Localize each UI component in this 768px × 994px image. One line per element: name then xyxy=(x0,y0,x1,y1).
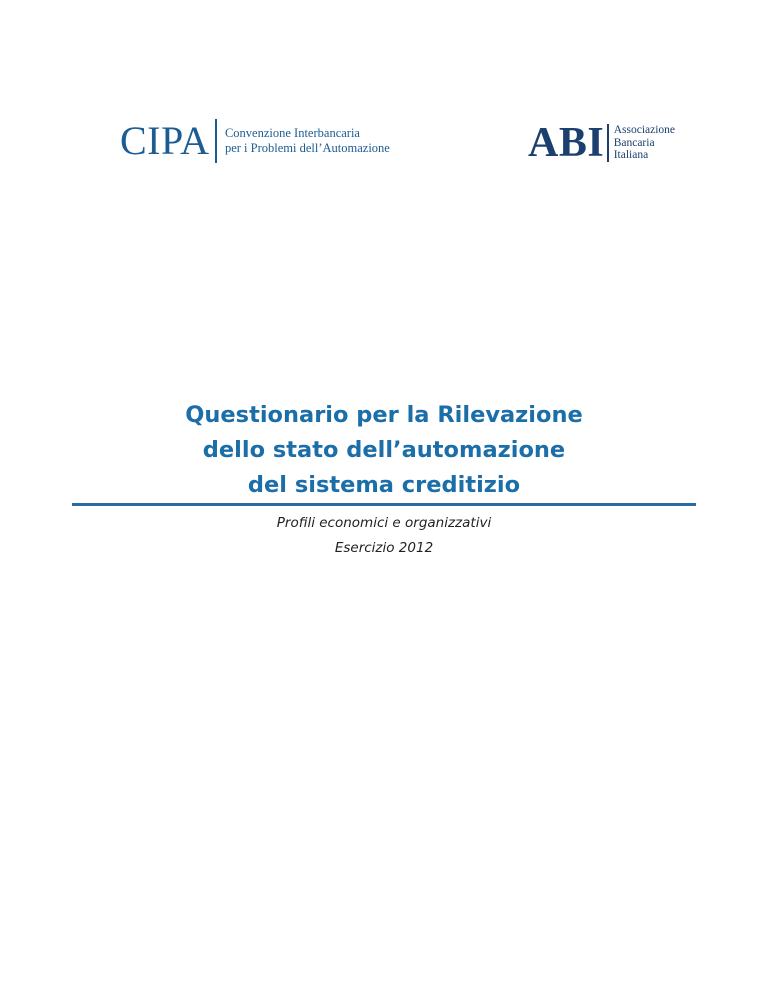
document-subtitle xyxy=(72,511,696,561)
title-line-3: del sistema creditizio xyxy=(247,472,521,498)
cipa-logo-text-line2: per i Problemi dell’Automazione xyxy=(224,141,390,155)
title-divider xyxy=(72,503,696,506)
abi-logo-text-line1: Associazione xyxy=(613,124,676,137)
title-line-1: Questionario per la Rilevazione xyxy=(185,402,583,428)
cipa-logo-mark: CIPA xyxy=(120,118,210,163)
abi-logo-text xyxy=(614,124,675,162)
abi-logo xyxy=(528,122,675,164)
abi-logo-text-line2: Bancaria xyxy=(613,136,655,149)
abi-logo-divider xyxy=(607,124,609,162)
document-title xyxy=(72,398,696,503)
title-line-2: dello stato dell’automazione xyxy=(202,437,566,463)
abi-logo-mark: ABI xyxy=(528,120,605,166)
cipa-logo-divider xyxy=(215,119,217,163)
abi-logo-text-line3: Italiana xyxy=(613,149,649,162)
cipa-logo xyxy=(120,118,390,164)
cipa-logo-text-line1: Convenzione Interbancaria xyxy=(224,126,360,140)
subtitle-line-2: Esercizio 2012 xyxy=(334,540,434,556)
cipa-logo-text xyxy=(225,126,390,156)
subtitle-line-1: Profili economici e organizzativi xyxy=(276,515,492,531)
